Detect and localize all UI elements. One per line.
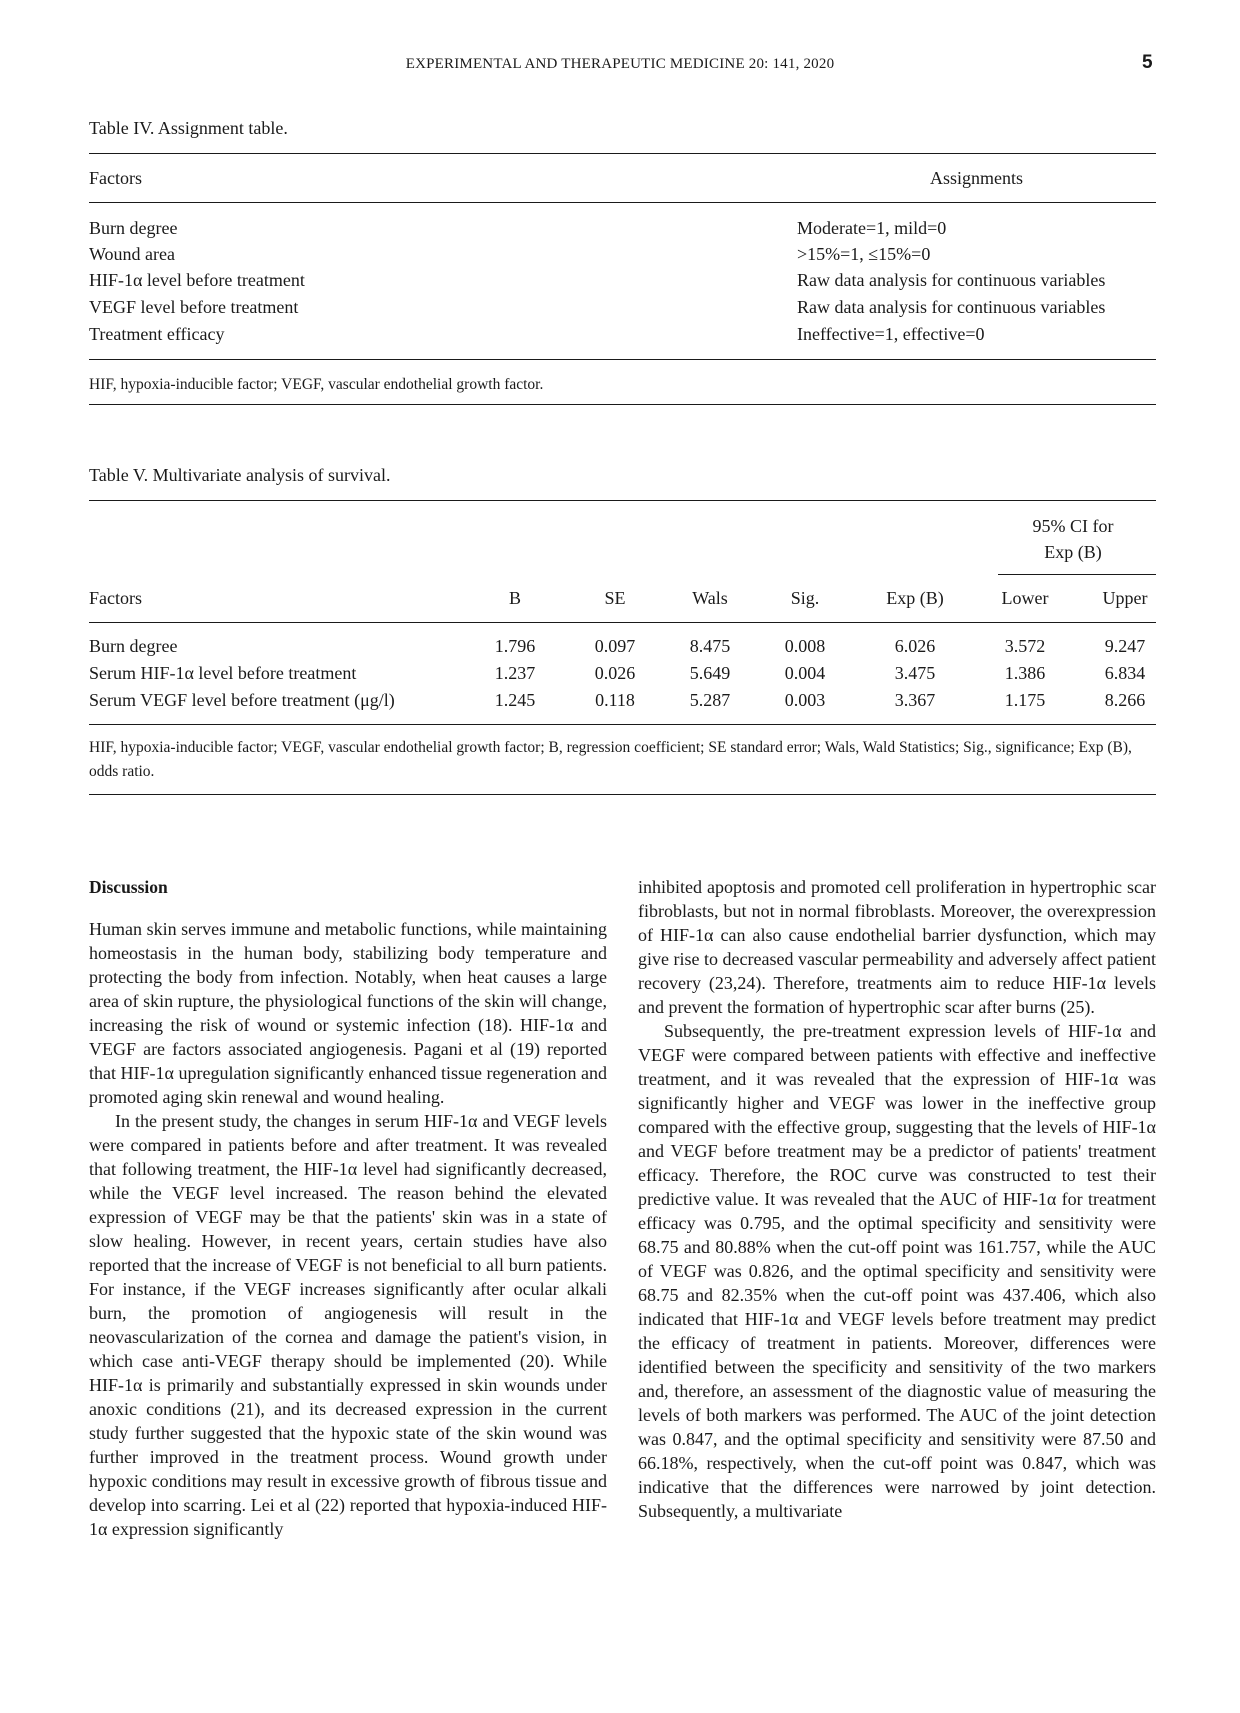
table-5-header-se: SE (604, 588, 626, 608)
expb-cell: 3.475 (894, 663, 936, 683)
se-cell: 0.097 (594, 636, 636, 656)
table-4-header-assignments: Assignments (930, 168, 1024, 188)
table-4-caption: Table IV. Assignment table. (89, 118, 288, 138)
table-5-header-wals: Wals (692, 588, 728, 608)
table-5-footnote-rule (89, 794, 1156, 795)
b-cell: 1.237 (494, 663, 536, 683)
factor-cell: Serum HIF-1α level before treatment (89, 663, 357, 683)
assignment-cell: Raw data analysis for continuous variables (797, 270, 1106, 290)
wals-cell: 5.287 (689, 690, 731, 710)
table-5-ci-header-sub: Exp (B) (1044, 542, 1102, 562)
upper-cell: 6.834 (1104, 663, 1146, 683)
table-5-header-expb: Exp (B) (886, 588, 944, 608)
factor-cell: Treatment efficacy (89, 324, 225, 344)
sig-cell: 0.003 (784, 690, 826, 710)
assignment-cell: Raw data analysis for continuous variables (797, 297, 1106, 317)
table-4-header-factors: Factors (89, 168, 142, 188)
sig-cell: 0.008 (784, 636, 826, 656)
assignment-cell: Moderate=1, mild=0 (797, 218, 947, 238)
expb-cell: 3.367 (894, 690, 936, 710)
factor-cell: VEGF level before treatment (89, 297, 299, 317)
table-5-header-rule (89, 622, 1156, 623)
table-5-header-factors: Factors (89, 588, 142, 608)
factor-cell: Burn degree (89, 636, 178, 656)
table-5-header-b: B (508, 588, 521, 608)
lower-cell: 1.175 (1004, 690, 1046, 710)
expb-cell: 6.026 (894, 636, 936, 656)
factor-cell: HIF-1α level before treatment (89, 270, 305, 290)
paragraph: Subsequently, the pre-treatment expression levels of HIF-1α and VEGF were compared between patients with effective and ineffective treatment, and it was revealed that the expression of HIF-1α was significantly higher and VEGF was lower in the ineffective group compared with the effective group, suggesting that the levels of HIF-1α and VEGF before treatment may be a predictor of patients' treatment efficacy. Therefore, the ROC curve was constructed to test their predictive value. It was revealed that the AUC of HIF-1α for treatment efficacy was 0.795, and the optimal specificity and sensitivity were 68.75 and 80.88% when the cut-off point was 161.757, while the AUC of VEGF was 0.826, and the optimal specificity and sensitivity were 68.75 and 82.35% when the cut-off point was 437.406, which also indicated that HIF-1α and VEGF levels before treatment may predict the efficacy of treatment in patients. Moreover, differences were identified between the specificity and sensitivity of the two markers and, therefore, an assessment of the diagnostic value of measuring the levels of both markers was performed. The AUC of the joint detection was 0.847, and the optimal specificity and sensitivity were 87.50 and 66.18%, respectively, when the cut-off point was 0.847, which was indicative that the differences were narrowed by joint detection. Subsequently, a multivariate (638, 1021, 1156, 1521)
wals-cell: 8.475 (689, 636, 731, 656)
table-4-footnote: HIF, hypoxia-inducible factor; VEGF, vascular endothelial growth factor. (89, 376, 544, 393)
lower-cell: 3.572 (1004, 636, 1046, 656)
page-number: 5 (1142, 52, 1153, 73)
table-5-top-rule (89, 500, 1156, 501)
table-5-header-lower: Lower (1001, 588, 1049, 608)
b-cell: 1.245 (494, 690, 536, 710)
table-5-ci-rule (998, 574, 1156, 575)
table-4-header-rule (89, 202, 1156, 203)
assignment-cell: Ineffective=1, effective=0 (797, 324, 985, 344)
se-cell: 0.026 (594, 663, 636, 683)
lower-cell: 1.386 (1004, 663, 1046, 683)
upper-cell: 9.247 (1104, 636, 1146, 656)
wals-cell: 5.649 (689, 663, 731, 683)
discussion-right-column (638, 875, 1156, 1523)
table-5-header-sig: Sig. (790, 588, 820, 608)
assignment-cell: >15%=1, ≤15%=0 (797, 244, 931, 264)
paragraph: Human skin serves immune and metabolic functions, while maintaining homeostasis in the human body, stabilizing body temperature and protecting the body from infection. Notably, when heat causes a large area of skin rupture, the physiological functions of the skin will change, increasing the risk of wound or systemic infection (18). HIF-1α and VEGF are factors associated angiogenesis. Pagani et al (19) reported that HIF-1α upregulation significantly enhanced tissue regeneration and promoted aging skin renewal and wound healing. (89, 919, 607, 1107)
table-4-bottom-rule (89, 359, 1156, 360)
table-5-caption: Table V. Multivariate analysis of survival. (89, 465, 391, 485)
se-cell: 0.118 (595, 690, 635, 710)
section-heading: Discussion (89, 877, 168, 897)
table-5-header-upper: Upper (1102, 588, 1148, 608)
factor-cell: Wound area (89, 244, 176, 264)
sig-cell: 0.004 (784, 663, 826, 683)
table-5-bottom-rule (89, 724, 1156, 725)
table-4-top-rule (89, 153, 1156, 154)
paragraph: In the present study, the changes in serum HIF-1α and VEGF levels were compared in patients before and after treatment. It was revealed that following treatment, the HIF-1α level had significantly decreased, while the VEGF level increased. The reason behind the elevated expression of VEGF may be that the patients' skin was in a state of slow healing. However, in recent years, certain studies have also reported that the increase of VEGF is not beneficial to all burn patients. For instance, if the VEGF increases significantly after ocular alkali burn, the promotion of angiogenesis will result in the neovascularization of the cornea and damage the patient's vision, in which case anti-VEGF therapy should be implemented (20). While HIF-1α is primarily and substantially expressed in skin wounds under anoxic conditions (21), and its decreased expression in the current study further suggested that the hypoxic state of the skin wound was further improved in the treatment process. Wound growth under hypoxic conditions may result in excessive growth of fibrous tissue and develop into scarring. Lei et al (22) reported that hypoxia-induced HIF-1α expression significantly (89, 1111, 607, 1539)
b-cell: 1.796 (494, 636, 536, 656)
upper-cell: 8.266 (1104, 690, 1146, 710)
paragraph: inhibited apoptosis and promoted cell proliferation in hypertrophic scar fibroblasts, but not in normal fibroblasts. Moreover, the overexpression of HIF-1α can also cause endothelial barrier dysfunction, which may give rise to decreased vascular permeability and adversely affect patient recovery (23,24). Therefore, treatments aim to reduce HIF-1α levels and prevent the formation of hypertrophic scar after burns (25). (638, 877, 1156, 1017)
factor-cell: Burn degree (89, 218, 178, 238)
table-4-footnote-rule (89, 404, 1156, 405)
journal-running-head: EXPERIMENTAL AND THERAPEUTIC MEDICINE 20: 141, 2020 (405, 56, 835, 72)
factor-cell: Serum VEGF level before treatment (μg/l) (89, 690, 395, 710)
table-5-footnote: HIF, hypoxia-inducible factor; VEGF, vascular endothelial growth factor; B, regression coefficient; SE standard error; Wals, Wald Statistics; Sig., significance; Exp (B), odds ratio. (89, 739, 1132, 780)
discussion-left-column (89, 875, 607, 1541)
table-5-ci-header: 95% CI for (1032, 516, 1114, 536)
